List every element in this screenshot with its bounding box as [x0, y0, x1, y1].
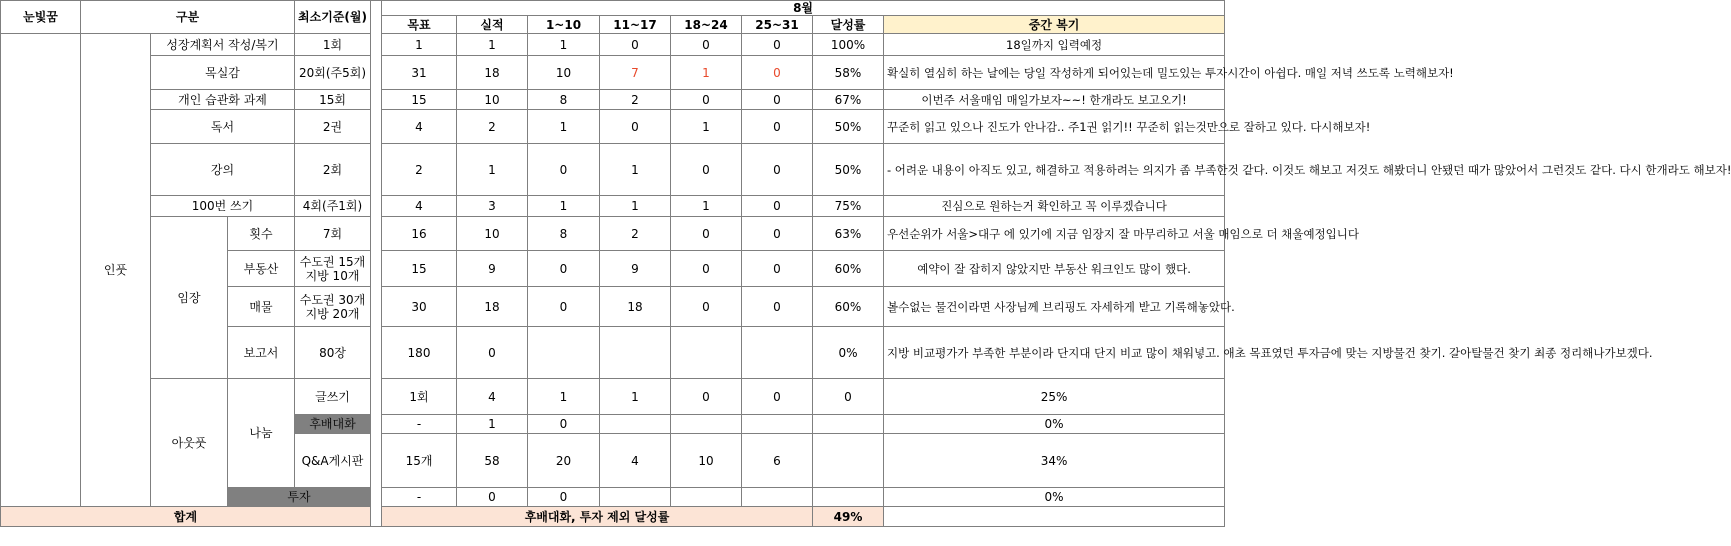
row-w4: 0	[813, 379, 884, 415]
row-w2	[600, 327, 671, 379]
row-rate: 25%	[884, 379, 1225, 415]
row-w4: 0	[742, 90, 813, 110]
row-name: 강의	[151, 144, 295, 196]
row-min: 2권	[295, 110, 371, 144]
row-target: 16	[382, 217, 457, 251]
row-w4: 0	[742, 287, 813, 327]
total-description: 후배대화, 투자 제외 달성률	[382, 507, 813, 527]
row-w1: 0	[528, 251, 600, 287]
row-min	[295, 287, 371, 327]
row-w3: 6	[742, 434, 813, 488]
month-label: 8월	[382, 1, 1225, 16]
row-w2: 7	[600, 56, 671, 90]
row-w1	[600, 415, 671, 434]
row-w3: 0	[671, 217, 742, 251]
row-target: 1	[382, 34, 457, 56]
row-rate: 0%	[813, 327, 884, 379]
row-note: 이번주 서울매임 매일가보자~~! 한개라도 보고오기!	[884, 90, 1225, 110]
row-w3: 0	[671, 287, 742, 327]
row-w3	[671, 327, 742, 379]
total-label: 합계	[1, 507, 371, 527]
row-min: 80장	[295, 327, 371, 379]
row-target: 31	[382, 56, 457, 90]
row-w4: 0	[742, 144, 813, 196]
row-name: 독서	[151, 110, 295, 144]
row-name: 100번 쓰기	[151, 196, 295, 217]
row-w2: 0	[600, 110, 671, 144]
row-note: - 어려운 내용이 아직도 있고, 해결하고 적용하려는 의지가 좀 부족한것 같다. 이것도 해보고 저것도 해봤더니 안됐던 때가 많았어서 그런것도 같다. 다시 한개라도 해보자!	[884, 144, 1225, 196]
row-w3: 0	[671, 34, 742, 56]
row-rate: 60%	[813, 251, 884, 287]
row-note: 꾸준히 읽고 있으나 진도가 안나감.. 주1권 읽기!! 꾸준히 읽는것만으로 잘하고 있다. 다시해보자!	[884, 110, 1225, 144]
row-actual: 10	[457, 217, 528, 251]
header-goal-name: 눈빛꿈	[1, 1, 81, 34]
header-min: 최소기준(월)	[295, 1, 371, 34]
row-note: 우선순위가 서울>대구 에 있기에 지금 임장지 잘 마무리하고 서울 매임으로 더 채울예정입니다	[884, 217, 1225, 251]
row-name: 횟수	[228, 217, 295, 251]
row-w1: 8	[528, 90, 600, 110]
row-actual: 18	[457, 56, 528, 90]
row-w2: 2	[600, 217, 671, 251]
row-rate: 34%	[884, 434, 1225, 488]
row-w2: 18	[600, 287, 671, 327]
header-category: 구분	[81, 1, 295, 34]
row-actual: 0	[528, 415, 600, 434]
row-w4: 0	[742, 110, 813, 144]
row-actual: 20	[528, 434, 600, 488]
row-min-line1: 수도권 30개	[299, 292, 366, 307]
row-rate: 100%	[813, 34, 884, 56]
group-imjang: 임장	[151, 217, 228, 379]
header-actual: 실적	[457, 16, 528, 34]
row-actual: 1	[457, 34, 528, 56]
row-w2: 1	[600, 196, 671, 217]
row-target: 0	[457, 488, 528, 507]
row-min-line2: 지방 20개	[305, 306, 360, 321]
row-w3: 1	[671, 110, 742, 144]
row-actual: 1	[457, 144, 528, 196]
row-w3: 1	[671, 56, 742, 90]
group-output: 아웃풋	[151, 379, 228, 507]
total-note	[884, 507, 1225, 527]
row-note: 볼수없는 물건이라면 사장님께 브리핑도 자세하게 받고 기록해놓았다.	[884, 287, 1225, 327]
row-rate: 63%	[813, 217, 884, 251]
row-actual: 0	[528, 488, 600, 507]
row-name: 부동산	[228, 251, 295, 287]
header-target: 목표	[382, 16, 457, 34]
row-min: 15개	[382, 434, 457, 488]
total-rate: 49%	[813, 507, 884, 527]
row-w3	[742, 415, 813, 434]
row-w2	[671, 488, 742, 507]
row-w2	[671, 415, 742, 434]
row-w3: 0	[742, 379, 813, 415]
row-target: 4	[382, 196, 457, 217]
row-w1: 1	[528, 34, 600, 56]
row-min-line2: 지방 10개	[305, 268, 360, 283]
row-actual: 18	[457, 287, 528, 327]
row-rate: 0%	[884, 415, 1225, 434]
row-min-line1: 수도권 15개	[299, 254, 366, 269]
row-target: 4	[457, 379, 528, 415]
row-target: 30	[382, 287, 457, 327]
row-min: 7회	[295, 217, 371, 251]
row-min: 2회	[295, 144, 371, 196]
row-min: 1회	[382, 379, 457, 415]
row-w2: 10	[671, 434, 742, 488]
row-w4: 0	[742, 251, 813, 287]
row-w2: 0	[671, 379, 742, 415]
header-week3: 18~24	[671, 16, 742, 34]
row-rate: 60%	[813, 287, 884, 327]
row-w1: 10	[528, 56, 600, 90]
row-name: 투자	[228, 488, 371, 507]
row-target: 15	[382, 251, 457, 287]
row-w1: 1	[528, 110, 600, 144]
row-actual: 10	[457, 90, 528, 110]
header-week4: 25~31	[742, 16, 813, 34]
header-rate: 달성률	[813, 16, 884, 34]
row-rate: 58%	[813, 56, 884, 90]
row-w4: 0	[742, 56, 813, 90]
row-w4: 0	[742, 34, 813, 56]
row-w2: 1	[600, 144, 671, 196]
row-w2: 0	[600, 34, 671, 56]
row-actual: 1	[528, 379, 600, 415]
row-min: -	[382, 488, 457, 507]
row-w4	[813, 488, 884, 507]
row-actual: 0	[457, 327, 528, 379]
row-name: 보고서	[228, 327, 295, 379]
row-w2: 2	[600, 90, 671, 110]
row-target: 1	[457, 415, 528, 434]
row-note: 지방 비교평가가 부족한 부분이라 단지대 단지 비교 많이 채워넣고. 애초 목표였던 투자금에 맞는 지방물건 찾기. 갈아탈물건 찾기 최종 정리해나가보겠다.	[884, 327, 1225, 379]
header-review: 중간 복기	[884, 16, 1225, 34]
row-name: Q&A게시판	[295, 434, 371, 488]
row-name: 글쓰기	[295, 379, 371, 415]
row-rate: 75%	[813, 196, 884, 217]
row-note: 확실히 열심히 하는 날에는 당일 작성하게 되어있는데 밀도있는 투자시간이 아쉽다. 매일 저녁 쓰도록 노력해보자!	[884, 56, 1225, 90]
row-actual: 9	[457, 251, 528, 287]
row-w1: 8	[528, 217, 600, 251]
row-target: 4	[382, 110, 457, 144]
row-actual: 3	[457, 196, 528, 217]
row-w4	[813, 415, 884, 434]
row-name: 후배대화	[295, 415, 371, 434]
row-w4	[742, 327, 813, 379]
header-week2: 11~17	[600, 16, 671, 34]
row-min: 15회	[295, 90, 371, 110]
row-w2: 9	[600, 251, 671, 287]
row-actual: 2	[457, 110, 528, 144]
row-rate: 50%	[813, 144, 884, 196]
group-input: 인풋	[81, 34, 151, 507]
row-w4	[813, 434, 884, 488]
row-w3: 0	[671, 90, 742, 110]
row-w1: 1	[600, 379, 671, 415]
row-note: 진심으로 원하는거 확인하고 꼭 이루겠습니다	[884, 196, 1225, 217]
row-note: 예약이 잘 잡히지 않았지만 부동산 워크인도 많이 했다.	[884, 251, 1225, 287]
row-w1: 0	[528, 144, 600, 196]
row-name: 개인 습관화 과제	[151, 90, 295, 110]
row-rate: 67%	[813, 90, 884, 110]
row-target: 180	[382, 327, 457, 379]
row-min: 20회(주5회)	[295, 56, 371, 90]
group-share: 나눔	[228, 379, 295, 488]
row-rate: 50%	[813, 110, 884, 144]
row-w4: 0	[742, 217, 813, 251]
row-rate: 0%	[884, 488, 1225, 507]
row-min	[295, 251, 371, 287]
row-name: 매물	[228, 287, 295, 327]
row-w1: 1	[528, 196, 600, 217]
row-w3: 0	[671, 251, 742, 287]
row-w1	[528, 327, 600, 379]
row-min: 4회(주1회)	[295, 196, 371, 217]
row-name: 성장계획서 작성/복기	[151, 34, 295, 56]
row-w3: 0	[671, 144, 742, 196]
row-w1	[600, 488, 671, 507]
header-week1: 1~10	[528, 16, 600, 34]
goal-name-cell	[1, 34, 81, 507]
row-note: 18일까지 입력예정	[884, 34, 1225, 56]
row-w3: 1	[671, 196, 742, 217]
row-w3	[742, 488, 813, 507]
row-name: 목실감	[151, 56, 295, 90]
row-target: 15	[382, 90, 457, 110]
row-min: -	[382, 415, 457, 434]
row-min: 1회	[295, 34, 371, 56]
row-target: 58	[457, 434, 528, 488]
row-w1: 0	[528, 287, 600, 327]
column-gap	[371, 1, 382, 527]
row-w1: 4	[600, 434, 671, 488]
row-target: 2	[382, 144, 457, 196]
row-w4: 0	[742, 196, 813, 217]
